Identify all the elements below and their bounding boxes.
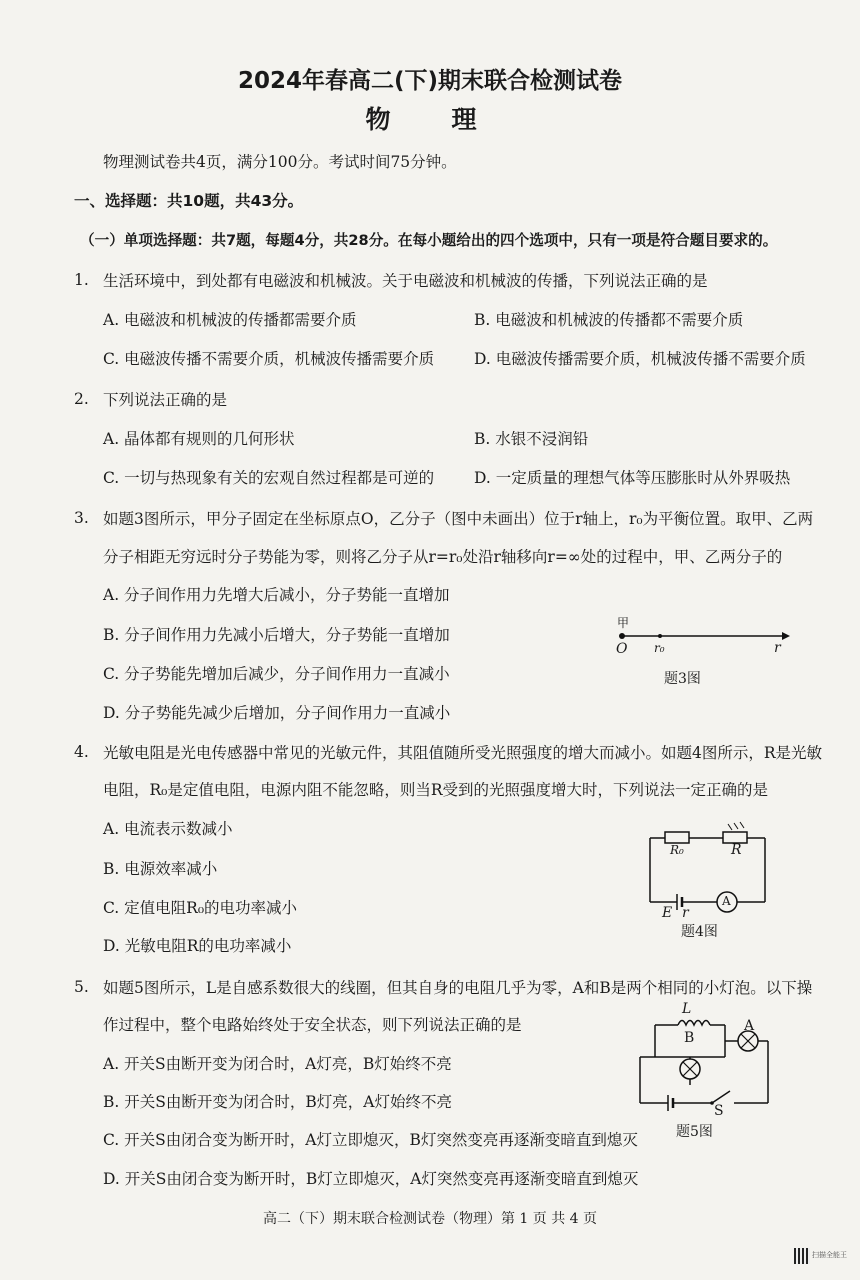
section-subheading: （一）单项选择题：共7题，每题4分，共28分。在每小题给出的四个选项中，只有一项是符合题目要求的。	[80, 232, 778, 249]
option: D. 分子势能先减少后增加，分子间作用力一直减小	[103, 704, 451, 722]
fig4-label-R: R	[731, 842, 742, 858]
scanner-watermark: 扫描全能王	[812, 1251, 847, 1259]
option: B. 电磁波和机械波的传播都不需要介质	[474, 311, 744, 329]
option: B. 开关S由断开变为闭合时，B灯亮，A灯始终不亮	[103, 1093, 452, 1111]
option: B. 水银不浸润铅	[474, 430, 589, 448]
option: C. 开关S由闭合变为断开时，A灯立即熄灭，B灯突然变亮再逐渐变暗直到熄灭	[103, 1131, 638, 1149]
fig3-label-r: r	[774, 640, 781, 656]
option: C. 一切与热现象有关的宏观自然过程都是可逆的	[103, 469, 435, 487]
subject-title: 物 理	[365, 105, 495, 134]
fig5-label-S: S	[714, 1103, 724, 1119]
fig4-label-A: A	[722, 894, 731, 908]
option: D. 一定质量的理想气体等压膨胀时从外界吸热	[474, 469, 791, 487]
question-number: 1.	[74, 271, 89, 289]
page-footer: 高二（下）期末联合检测试卷（物理）第 1 页 共 4 页	[262, 1211, 598, 1227]
figure-3-caption: 题3图	[664, 671, 701, 687]
figure-5-circuit	[630, 1005, 780, 1120]
fig3-label-r0: r₀	[654, 641, 665, 655]
question-stem: 光敏电阻是光电传感器中常见的光敏元件，其阻值随所受光照强度的增大而减小。如题4图所示，R是光敏	[103, 744, 823, 762]
option: A. 分子间作用力先增大后减小，分子势能一直增加	[103, 586, 450, 604]
question-stem: 生活环境中，到处都有电磁波和机械波。关于电磁波和机械波的传播，下列说法正确的是	[103, 272, 708, 290]
question-number: 2.	[74, 390, 89, 408]
option: C. 分子势能先增加后减少，分子间作用力一直减小	[103, 665, 450, 683]
question-number: 3.	[74, 509, 89, 527]
fig3-label-O: O	[616, 641, 628, 657]
fig4-label-R0: R₀	[670, 843, 684, 857]
qr-code-icon	[794, 1248, 810, 1264]
option: D. 开关S由闭合变为断开时，B灯立即熄灭，A灯突然变亮再逐渐变暗直到熄灭	[103, 1170, 639, 1188]
fig5-label-L: L	[682, 1001, 692, 1017]
question-stem: 下列说法正确的是	[103, 391, 228, 409]
fig4-label-r: r	[682, 905, 689, 921]
option: A. 电磁波和机械波的传播都需要介质	[103, 311, 357, 329]
fig5-label-B: B	[684, 1030, 695, 1046]
exam-title: 2024年春高二(下)期末联合检测试卷	[237, 68, 623, 94]
option: D. 电磁波传播需要介质，机械波传播不需要介质	[474, 350, 806, 368]
question-stem: 分子相距无穷远时分子势能为零，则将乙分子从r=r₀处沿r轴移向r=∞处的过程中，甲、乙两分子的	[103, 548, 783, 566]
question-stem: 作过程中，整个电路始终处于安全状态，则下列说法正确的是	[103, 1016, 522, 1034]
option: A. 电流表示数减小	[103, 820, 233, 838]
exam-intro: 物理测试卷共4页，满分100分。考试时间75分钟。	[103, 153, 457, 171]
fig3-label-jia: 甲	[617, 616, 630, 630]
option: B. 分子间作用力先减小后增大，分子势能一直增加	[103, 626, 450, 644]
option: C. 定值电阻R₀的电功率减小	[103, 899, 298, 917]
figure-5-caption: 题5图	[676, 1124, 713, 1140]
fig4-label-E: E	[662, 905, 673, 921]
option: C. 电磁波传播不需要介质，机械波传播需要介质	[103, 350, 435, 368]
question-stem: 电阻，R₀是定值电阻，电源内阻不能忽略，则当R受到的光照强度增大时，下列说法一定正确的是	[103, 781, 769, 799]
question-stem: 如题5图所示，L是自感系数很大的线圈，但其自身的电阻几乎为零，A和B是两个相同的小灯泡。以下操	[103, 979, 813, 997]
question-stem: 如题3图所示，甲分子固定在坐标原点O，乙分子（图中未画出）位于r轴上，r₀为平衡位置。取甲、乙两	[103, 510, 814, 528]
question-number: 4.	[74, 743, 89, 761]
option: A. 开关S由断开变为闭合时，A灯亮，B灯始终不亮	[103, 1055, 452, 1073]
fig5-label-A: A	[744, 1018, 755, 1034]
question-number: 5.	[74, 978, 89, 996]
figure-4-caption: 题4图	[681, 924, 718, 940]
section-heading: 一、选择题：共10题，共43分。	[74, 192, 304, 210]
figure-4-circuit	[640, 818, 780, 928]
option: B. 电源效率减小	[103, 860, 218, 878]
option: D. 光敏电阻R的电功率减小	[103, 937, 292, 955]
option: A. 晶体都有规则的几何形状	[103, 430, 295, 448]
